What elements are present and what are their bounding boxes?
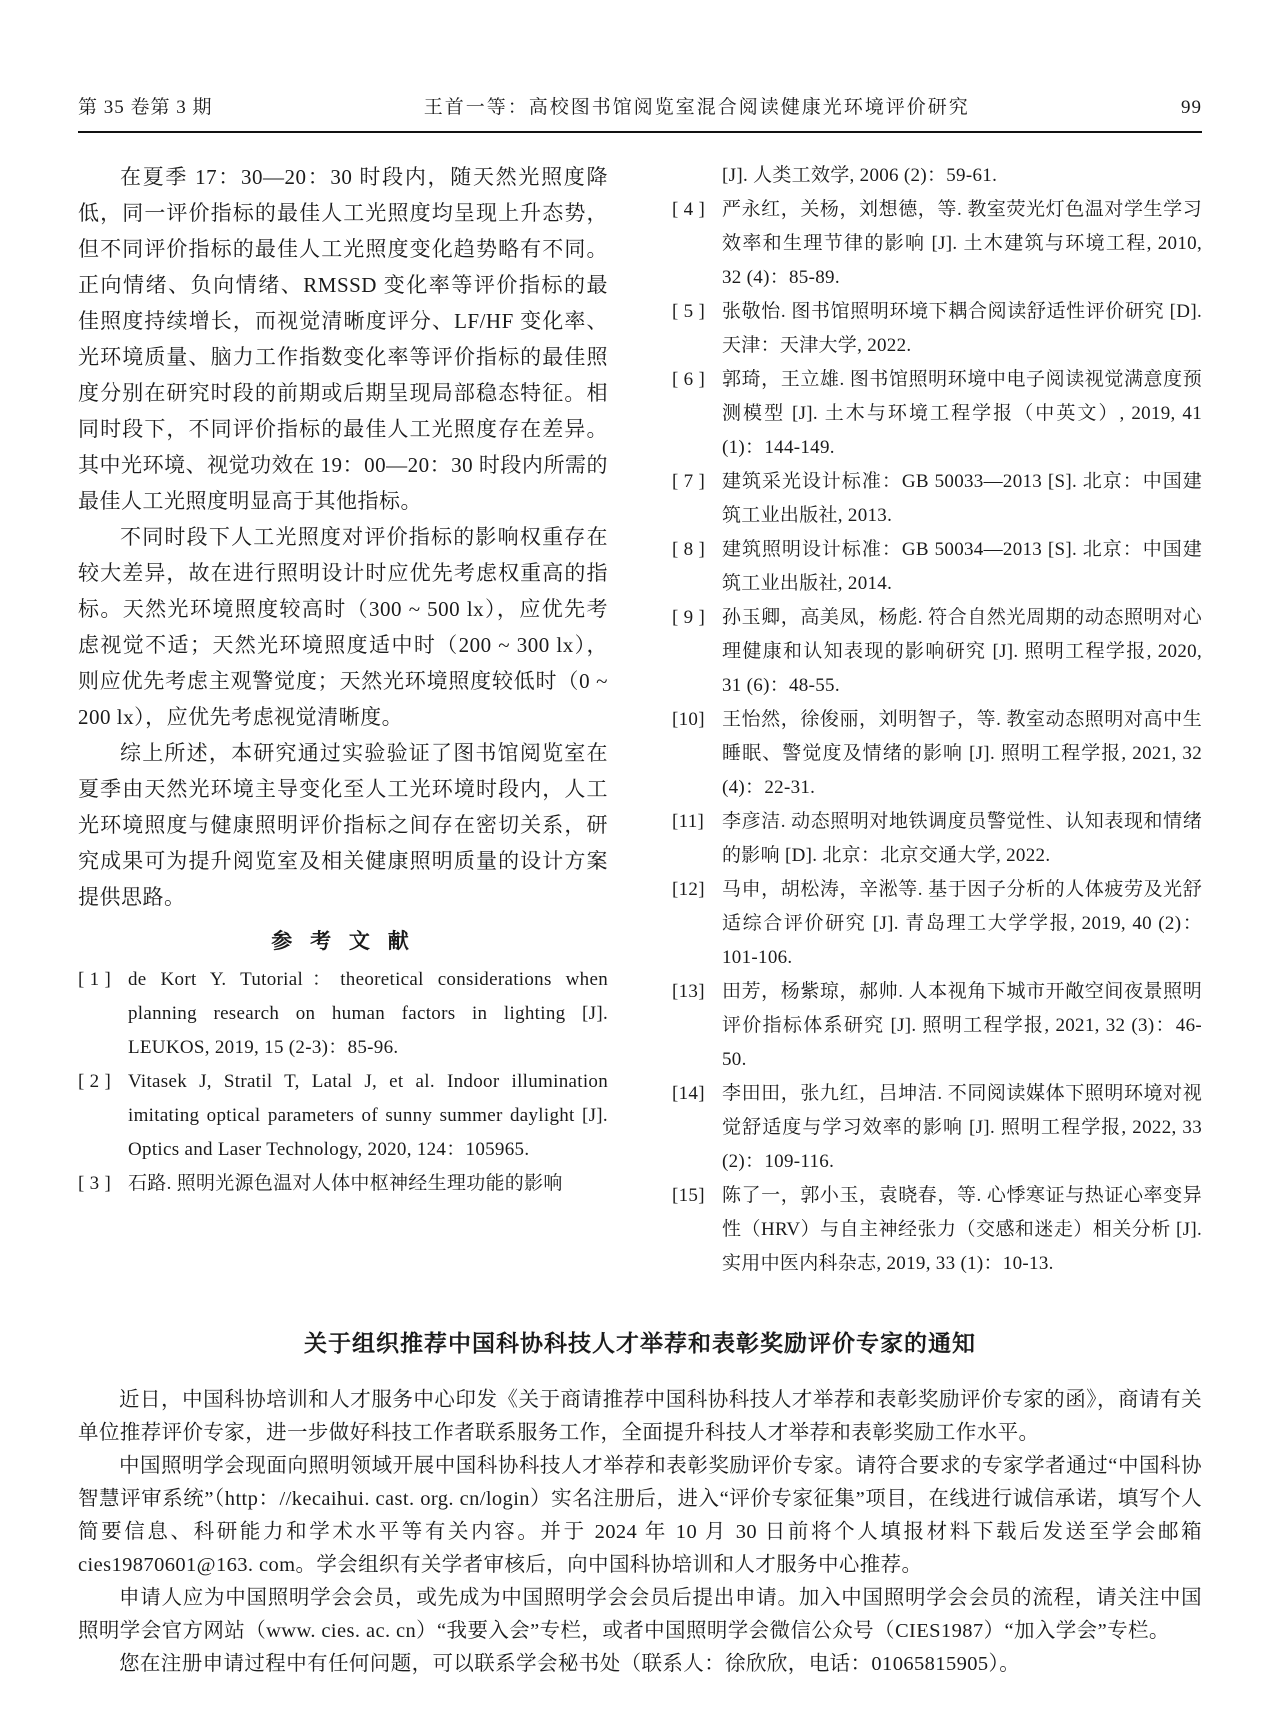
reference-item	[672, 465, 1202, 533]
journal-header	[78, 92, 1202, 119]
reference-label: [10]	[672, 709, 705, 730]
reference-label: [12]	[672, 879, 705, 900]
running-title: 王首一等：高校图书馆阅览室混合阅读健康光环境评价研究	[423, 97, 970, 118]
reference-label: [13]	[672, 981, 705, 1002]
reference-text: 马申，胡松涛，辛淞等. 基于因子分析的人体疲劳及光舒适综合评价研究 [J]. 青岛理工大学学报, 2019, 40 (2)：101-106.	[722, 879, 1202, 968]
paragraph: 不同时段下人工光照度对评价指标的影响权重存在较大差异，故在进行照明设计时应优先考虑权重高的指标。天然光环境照度较高时（300 ~ 500 lx），应优先考虑视觉不适；天然光环境照度适中时（200 ~ 300 lx），则应优先考虑主观警觉度；天然光环境照度较低时（0 ~ 200 lx），应优先考虑视觉清晰度。	[78, 525, 608, 729]
reference-text: 石路. 照明光源色温对人体中枢神经生理功能的影响	[128, 1173, 563, 1194]
reference-item	[672, 975, 1202, 1077]
reference-text: 李田田，张九红，吕坤洁. 不同阅读媒体下照明环境对视觉舒适度与学习效率的影响 [J]. 照明工程学报, 2022, 33 (2)：109-116.	[722, 1083, 1202, 1172]
reference-text: 李彦洁. 动态照明对地铁调度员警觉性、认知表现和情绪的影响 [D]. 北京：北京交通大学, 2022.	[722, 811, 1202, 866]
reference-text: 王怡然，徐俊丽，刘明智子，等. 教室动态照明对高中生睡眠、警觉度及情绪的影响 [J]. 照明工程学报, 2021, 32 (4)：22-31.	[722, 709, 1202, 798]
reference-item	[672, 295, 1202, 363]
reference-text: 严永红，关杨，刘想德，等. 教室荧光灯色温对学生学习效率和生理节律的影响 [J]. 土木建筑与环境工程, 2010, 32 (4)：85-89.	[722, 199, 1202, 288]
reference-label: [ 3 ]	[78, 1173, 112, 1194]
reference-text: de Kort Y. Tutorial：theoretical considerations when planning research on human factors in lighting [J]. LEUKOS, 2019, 15 (2-3)：85-96.	[128, 969, 608, 1058]
reference-continuation: [J]. 人类工效学, 2006 (2)：59-61.	[722, 165, 998, 186]
reference-item	[672, 1077, 1202, 1179]
reference-item	[672, 805, 1202, 873]
right-column	[672, 159, 1202, 1281]
reference-label: [ 7 ]	[672, 471, 706, 492]
reference-label: [11]	[672, 811, 705, 832]
reference-label: [ 9 ]	[672, 607, 706, 628]
reference-item	[672, 533, 1202, 601]
reference-label: [ 4 ]	[672, 199, 706, 220]
reference-label: [ 5 ]	[672, 301, 706, 322]
reference-text: 田芳，杨紫琼，郝帅. 人本视角下城市开敞空间夜景照明评价指标体系研究 [J]. 照明工程学报, 2021, 32 (3)：46-50.	[722, 981, 1202, 1070]
reference-label: [15]	[672, 1185, 705, 1206]
notice-paragraph: 近日，中国科协培训和人才服务中心印发《关于商请推荐中国科协科技人才举荐和表彰奖励评价专家的函》，商请有关单位推荐评价专家，进一步做好科技工作者联系服务工作，全面提升科技人才举荐和表彰奖励工作水平。	[78, 1389, 1202, 1444]
reference-label: [ 1 ]	[78, 969, 112, 990]
reference-text: 张敬怡. 图书馆照明环境下耦合阅读舒适性评价研究 [D]. 天津：天津大学, 2022.	[722, 301, 1202, 356]
reference-label: [ 6 ]	[672, 369, 706, 390]
reference-item	[672, 1179, 1202, 1281]
reference-item	[78, 963, 608, 1065]
header-rule	[78, 131, 1202, 133]
reference-text: 陈了一，郭小玉，袁晓春，等. 心悸寒证与热证心率变异性（HRV）与自主神经张力（交感和迷走）相关分析 [J]. 实用中医内科杂志, 2019, 33 (1)：10-13.	[722, 1185, 1202, 1274]
reference-item	[672, 601, 1202, 703]
reference-item	[672, 193, 1202, 295]
reference-text: 建筑照明设计标准：GB 50034—2013 [S]. 北京：中国建筑工业出版社, 2014.	[722, 539, 1202, 594]
notice-paragraph: 中国照明学会现面向照明领域开展中国科协科技人才举荐和表彰奖励评价专家。请符合要求的专家学者通过“中国科协智慧评审系统”（http：//kecaihui. cast. org. cn/login）实名注册后，进入“评价专家征集”项目，在线进行诚信承诺，填写个人简要信息、科研能力和学术水平等有关内容。并于 2024 年 10 月 30 日前将个人填报材料下载后发送至学会邮箱 cies19870601@163. com。学会组织有关学者审核后，向中国科协培训和人才服务中心推荐。	[78, 1455, 1202, 1576]
reference-item	[78, 1065, 608, 1167]
reference-label: [14]	[672, 1083, 705, 1104]
notice-paragraph: 您在注册申请过程中有任何问题，可以联系学会秘书处（联系人：徐欣欣，电话：01065815905）。	[119, 1653, 1021, 1675]
reference-item	[672, 873, 1202, 975]
page-number: 99	[1181, 97, 1202, 118]
reference-item	[672, 363, 1202, 465]
left-column	[78, 159, 608, 1281]
notice-paragraph: 申请人应为中国照明学会会员，或先成为中国照明学会会员后提出申请。加入中国照明学会会员的流程，请关注中国照明学会官方网站（www. cies. ac. cn）“我要入会”专栏，或者中国照明学会微信公众号（CIES1987）“加入学会”专栏。	[78, 1587, 1202, 1642]
reference-text: 孙玉卿，高美凤，杨彪. 符合自然光周期的动态照明对心理健康和认知表现的影响研究 [J]. 照明工程学报, 2020, 31 (6)：48-55.	[722, 607, 1202, 696]
reference-text: 建筑采光设计标准：GB 50033—2013 [S]. 北京：中国建筑工业出版社, 2013.	[722, 471, 1202, 526]
paragraph: 在夏季 17：30—20：30 时段内，随天然光照度降低，同一评价指标的最佳人工光照度均呈现上升态势，但不同评价指标的最佳人工光照度变化趋势略有不同。正向情绪、负向情绪、RMSSD 变化率等评价指标的最佳照度持续增长，而视觉清晰度评分、LF/HF 变化率、光环境质量、脑力工作指数变化率等评价指标的最佳照度分别在研究时段的前期或后期呈现局部稳态特征。相同时段下，不同评价指标的最佳人工光照度存在差异。其中光环境、视觉功效在 19：00—20：30 时段内所需的最佳人工光照度明显高于其他指标。	[78, 165, 608, 513]
reference-label: [ 2 ]	[78, 1071, 112, 1092]
paragraph: 综上所述，本研究通过实验验证了图书馆阅览室在夏季由天然光环境主导变化至人工光环境时段内，人工光环境照度与健康照明评价指标之间存在密切关系，研究成果可为提升阅览室及相关健康照明质量的设计方案提供思路。	[78, 741, 608, 909]
article-columns	[78, 159, 1202, 1281]
notice-section	[78, 1325, 1202, 1681]
reference-text: 郭琦，王立雄. 图书馆照明环境中电子阅读视觉满意度预测模型 [J]. 土木与环境工程学报（中英文）, 2019, 41 (1)：144-149.	[722, 369, 1202, 458]
reference-item	[672, 703, 1202, 805]
references-heading: 参 考 文 献	[271, 930, 415, 953]
volume-issue: 第 35 卷第 3 期	[78, 97, 213, 118]
reference-text: Vitasek J, Stratil T, Latal J, et al. Indoor illumination imitating optical parameters of sunny summer daylight [J]. Optics and Laser Technology, 2020, 124：105965.	[128, 1071, 608, 1160]
reference-item	[78, 1167, 608, 1201]
notice-title: 关于组织推荐中国科协科技人才举荐和表彰奖励评价专家的通知	[304, 1330, 976, 1356]
reference-label: [ 8 ]	[672, 539, 706, 560]
